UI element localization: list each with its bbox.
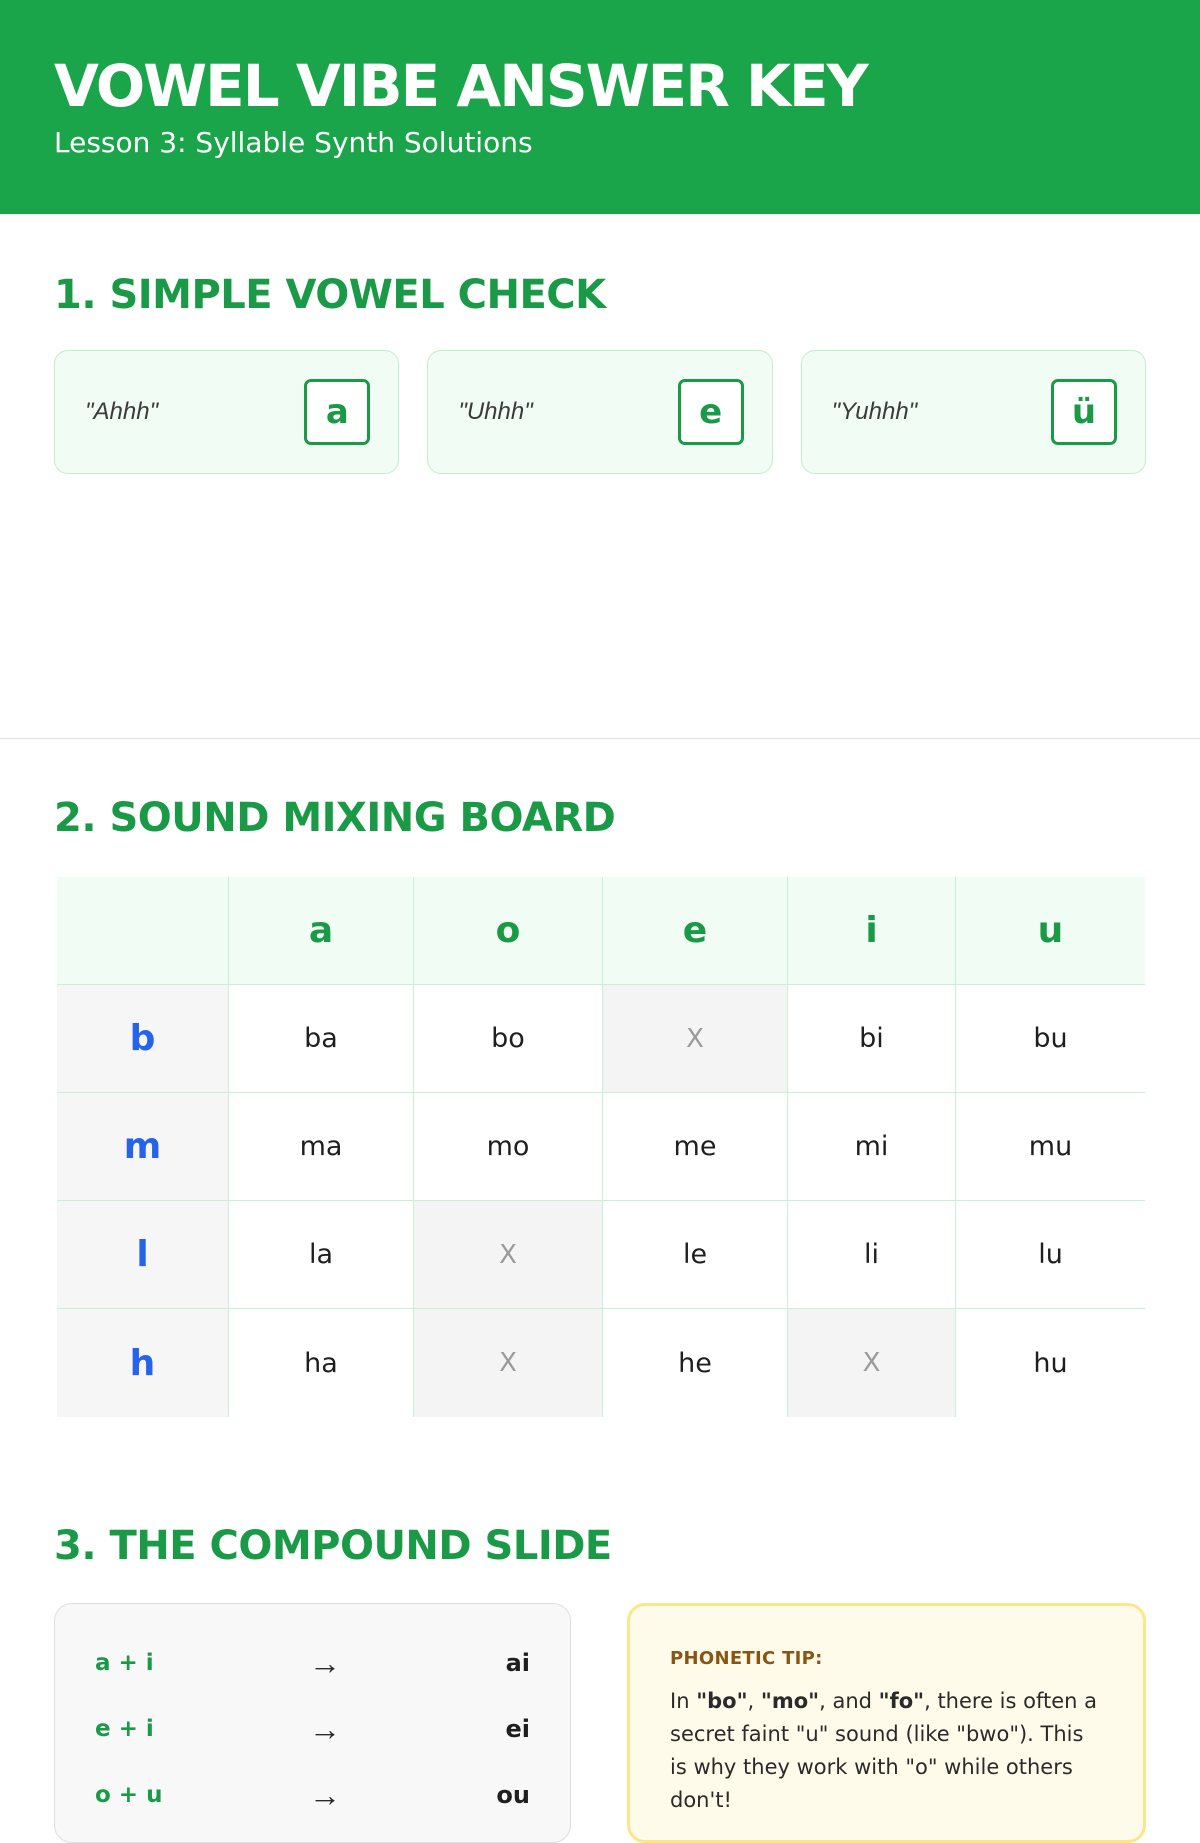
tip-highlight: "mo" [760, 1689, 820, 1713]
syllable-cell: bu [956, 985, 1145, 1093]
consonant-row-header: h [57, 1309, 229, 1417]
syllable-cell: la [229, 1201, 414, 1309]
vowel-answer-box: a [304, 379, 370, 445]
vowel-column-header: o [414, 877, 603, 985]
compound-slide-section [0, 1417, 1200, 1843]
syllable-cell: ma [229, 1093, 414, 1201]
vowel-card [54, 350, 399, 474]
syllable-cell: ha [229, 1309, 414, 1417]
syllable-cell: me [603, 1093, 788, 1201]
compound-result: ou [496, 1781, 530, 1809]
invalid-syllable-cell: X [414, 1309, 603, 1417]
syllable-cell: mu [956, 1093, 1145, 1201]
phonetic-tip-box [627, 1603, 1146, 1843]
page-header [0, 0, 1200, 214]
syllable-cell: hu [1033, 1347, 1068, 1379]
vowel-column-header: e [603, 877, 788, 985]
invalid-syllable-cell: X [603, 985, 788, 1093]
simple-vowel-check-section [0, 214, 1200, 739]
mixing-board-grid [57, 877, 1145, 1417]
compound-result: ei [505, 1715, 530, 1743]
consonant-row-header: b [57, 985, 229, 1093]
vowel-column-header: i [788, 877, 956, 985]
section-title: 2. SOUND MIXING BOARD [54, 795, 616, 841]
syllable-cell: bi [788, 985, 956, 1093]
tip-title: PHONETIC TIP: [670, 1648, 823, 1669]
vowel-column-header: u [956, 877, 1145, 985]
tip-text-segment: , there is often a secret faint "u" sound (like "bwo"). This is why they work with "o" while others don't! [670, 1689, 1098, 1812]
invalid-syllable-cell: X [414, 1201, 603, 1309]
page-subtitle: Lesson 3: Syllable Synth Solutions [54, 126, 533, 159]
tip-highlight: "bo" [696, 1689, 748, 1713]
compound-parts: e + i [95, 1716, 154, 1742]
compound-parts: a + i [95, 1650, 154, 1676]
consonant-row-header: m [57, 1093, 229, 1201]
vowel-card-list [54, 350, 1146, 474]
vowel-sound-text: "Uhhh" [458, 398, 533, 425]
compound-row [95, 1762, 530, 1828]
tip-highlight: "fo" [878, 1689, 925, 1713]
vowel-sound-text: "Ahhh" [85, 398, 159, 425]
compound-result: ai [505, 1649, 530, 1677]
compound-list [54, 1603, 571, 1843]
tip-text [670, 1685, 1103, 1817]
section-title: 3. THE COMPOUND SLIDE [54, 1523, 612, 1569]
sound-mixing-board-section [0, 739, 1200, 1417]
tip-text-segment: , [747, 1689, 761, 1713]
syllable-cell: bo [414, 985, 603, 1093]
vowel-card [427, 350, 772, 474]
page-title: VOWEL VIBE ANSWER KEY [54, 52, 867, 120]
vowel-column-header: a [229, 877, 414, 985]
compound-row [95, 1630, 530, 1696]
vowel-card [801, 350, 1146, 474]
invalid-syllable-cell: X [788, 1309, 956, 1417]
syllable-cell: ba [229, 985, 414, 1093]
tip-text-segment: In [670, 1689, 697, 1713]
syllable-cell: he [603, 1309, 788, 1417]
syllable-cell: lu [956, 1201, 1145, 1309]
grid-corner-cell [57, 877, 229, 985]
syllable-cell: li [788, 1201, 956, 1309]
vowel-answer-box: ü [1051, 379, 1117, 445]
syllable-cell: mi [788, 1093, 956, 1201]
arrow-right-icon: → [309, 1776, 341, 1813]
consonant-row-header: l [57, 1201, 229, 1309]
arrow-right-icon: → [309, 1710, 341, 1747]
tip-text-segment: , and [819, 1689, 879, 1713]
syllable-cell: le [603, 1201, 788, 1309]
syllable-cell: mo [414, 1093, 603, 1201]
section-title: 1. SIMPLE VOWEL CHECK [54, 272, 606, 318]
compound-parts: o + u [95, 1782, 163, 1808]
arrow-right-icon: → [309, 1644, 341, 1681]
vowel-answer-box: e [678, 379, 744, 445]
compound-row [95, 1696, 530, 1762]
vowel-sound-text: "Yuhhh" [831, 398, 918, 425]
